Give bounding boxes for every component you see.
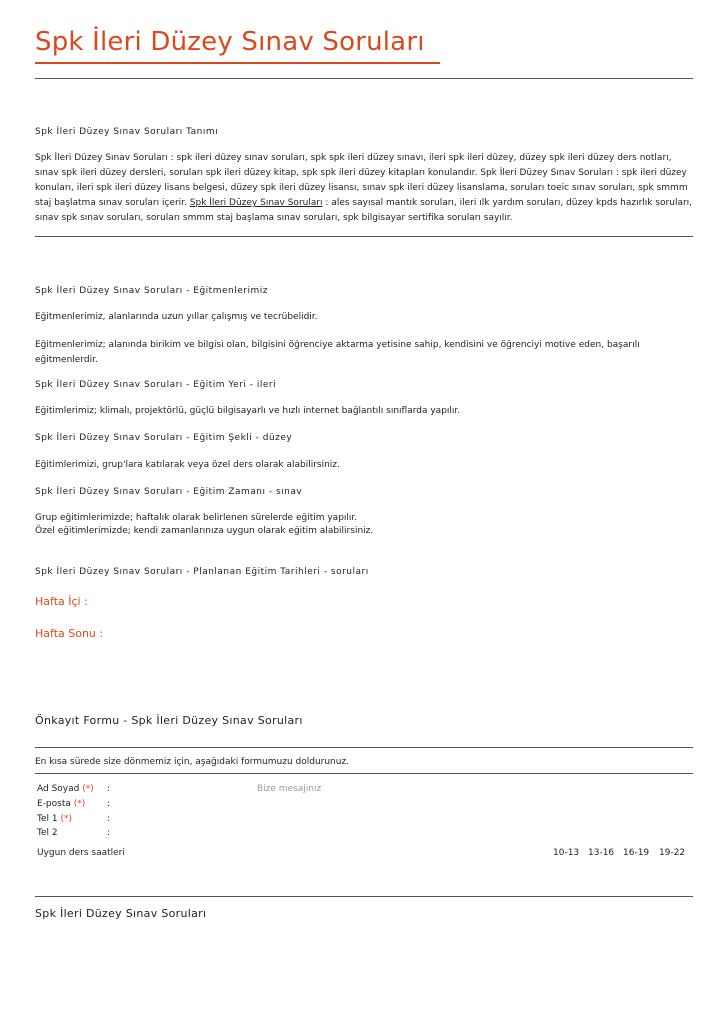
divider [35, 747, 693, 748]
format-text: Eğitimlerimizi, grup'lara katılarak veya özel ders olarak alabilirsiniz. [35, 460, 340, 470]
time-text-1: Grup eğitimlerimizde; haftalık olarak belirlenen sürelerde eğitim yapılır. [35, 513, 358, 523]
trainers-heading: Spk İleri Düzey Sınav Soruları - Eğitmenlerimiz [35, 286, 268, 296]
required-marker: (*) [73, 799, 86, 809]
weekend-label: Hafta Sonu : [35, 627, 104, 640]
title-underline [35, 62, 440, 64]
place-heading: Spk İleri Düzey Sınav Soruları - Eğitim Yeri - ileri [35, 380, 277, 390]
time-text-2: Özel eğitimlerimizde; kendi zamanlarınıza uygun olarak eğitim alabilirsiniz. [35, 526, 374, 536]
footer-heading: Spk İleri Düzey Sınav Soruları [35, 907, 207, 920]
field-colon: : [107, 828, 111, 838]
weekday-label: Hafta İçi : [35, 595, 88, 608]
required-marker: (*) [60, 814, 72, 824]
phone2-field-label: Tel 2 [37, 828, 58, 838]
hour-option-10-13[interactable]: 10-13 [553, 848, 580, 858]
dates-heading: Spk İleri Düzey Sınav Soruları - Planlanan Eğitim Tarihleri - soruları [35, 567, 369, 577]
page-title: Spk İleri Düzey Sınav Soruları [35, 27, 425, 57]
divider [35, 896, 693, 897]
hours-label: Uygun ders saatleri [37, 848, 125, 858]
hour-option-19-22[interactable]: 19-22 [659, 848, 686, 858]
email-field-label: E-posta [37, 799, 71, 809]
format-heading: Spk İleri Düzey Sınav Soruları - Eğitim Şekli - düzey [35, 433, 293, 443]
definition-link[interactable]: Spk İleri Düzey Sınav Soruları [189, 198, 323, 208]
trainers-text-1: Eğitmenlerimiz, alanlarında uzun yıllar çalışmış ve tecrübelidir. [35, 312, 318, 322]
hour-option-13-16[interactable]: 13-16 [588, 848, 615, 858]
trainers-text-2: Eğitmenlerimiz; alanında birikim ve bilgisi olan, bilgisini öğrenciye aktarma yetisine sahip, kendisini ve öğrenciyi motive eden, başarılı eğitmenlerdir. [35, 340, 640, 365]
form-intro: En kısa sürede size dönmemiz için, aşağıdaki formumuzu doldurunuz. [35, 757, 350, 767]
field-colon: : [107, 814, 111, 824]
form-heading: Önkayıt Formu - Spk İleri Düzey Sınav Soruları [35, 714, 303, 727]
place-text: Eğitimlerimiz; klimalı, projektörlü, güçlü bilgisayarlı ve hızlı internet bağlantılı sınıflarda yapılır. [35, 406, 461, 416]
definition-text: Spk İleri Düzey Sınav Soruları : spk ileri düzey sınav soruları, spk spk ileri düzey sınavı, ileri spk ileri düzey, düzey spk ileri düzey ders notları, sınav spk ileri düzey dersleri, soruları spk ileri düzey kitap, spk spk ileri düzey kitapları konulandır. Spk İleri Düzey Sınav Soruları : spk ileri düzey konuları, ileri spk ileri düzey lisans belgesi, düzey spk ileri düzey lisansı, sınav spk ileri düzey lisanslama, soruları toeic sınav soruları, spk smmm staj başlatma sınav soruları içerir. Spk İleri Düzey Sınav Soruları : ales sayısal mantık soruları, ileri ılk yardım soruları, düzey kpds hazırlık soruları, sınav spk sınav soruları, soruları smmm staj başlama sınav soruları, spk bilgisayar sertifika soruları sayılır. [35, 153, 693, 223]
field-colon: : [107, 784, 111, 794]
phone1-field-label: Tel 1 [37, 814, 58, 824]
message-textarea[interactable]: Bize mesajınız [257, 784, 322, 794]
field-colon: : [107, 799, 111, 809]
divider [35, 236, 693, 237]
divider [35, 773, 693, 774]
divider [35, 78, 693, 79]
time-heading: Spk İleri Düzey Sınav Soruları - Eğitim Zamanı - sınav [35, 487, 303, 497]
name-field-label: Ad Soyad [37, 784, 80, 794]
definition-heading: Spk İleri Düzey Sınav Soruları Tanımı [35, 127, 219, 137]
required-marker: (*) [82, 784, 94, 794]
hour-option-16-19[interactable]: 16-19 [623, 848, 650, 858]
